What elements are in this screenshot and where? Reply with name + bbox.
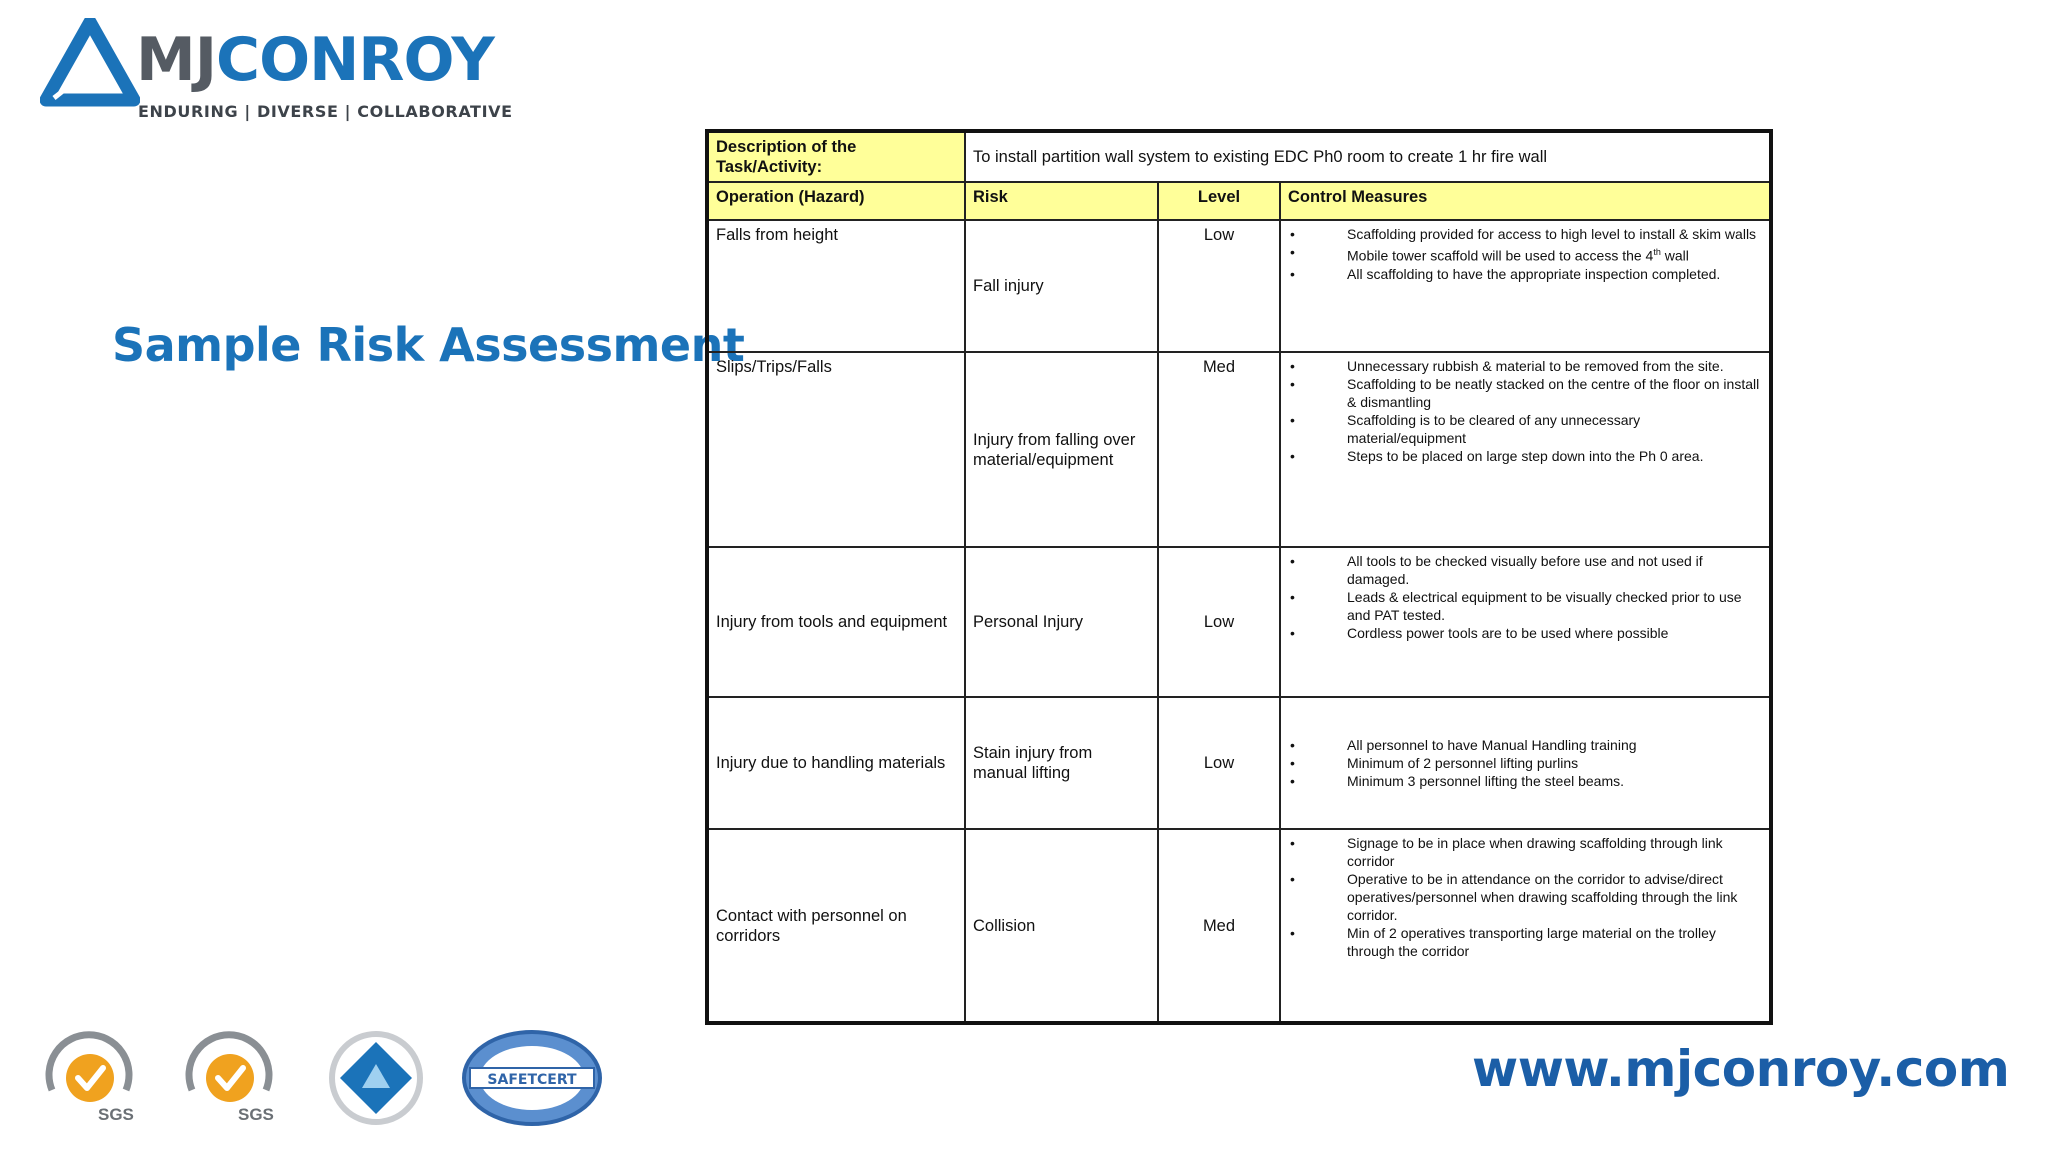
controls-cell (1280, 697, 1771, 829)
risk-assessment-table (705, 129, 1773, 1025)
control-item: • Minimum of 2 personnel lifting purlins (1288, 754, 1762, 772)
description-value: To install partition wall system to existing EDC Ph0 room to create 1 hr fire wall (965, 131, 1771, 182)
control-list (1288, 552, 1762, 642)
brand-tagline: ENDURING | DIVERSE | COLLABORATIVE (138, 102, 513, 121)
hazard-cell: Slips/Trips/Falls (707, 352, 965, 547)
control-list (1288, 225, 1762, 283)
control-item: • Scaffolding provided for access to high level to install & skim walls (1288, 225, 1762, 243)
control-list (1288, 834, 1762, 960)
controls-cell (1280, 829, 1771, 1023)
level-cell: Low (1158, 697, 1280, 829)
table-row (707, 547, 1771, 697)
description-label: Description of the Task/Activity: (707, 131, 965, 182)
badge-label: SAFETCERT (487, 1072, 577, 1088)
table-row (707, 829, 1771, 1023)
page-title: Sample Risk Assessment (112, 318, 745, 372)
brand-name: MJCONROY (136, 25, 494, 95)
sgs-iso-badge-icon (40, 1028, 140, 1128)
control-item: • Signage to be in place when drawing scaffolding through link corridor (1288, 834, 1762, 870)
hazard-cell: Falls from height (707, 220, 965, 352)
table-row (707, 352, 1771, 547)
hazard-cell: Injury due to handling materials (707, 697, 965, 829)
control-item: • All personnel to have Manual Handling training (1288, 736, 1762, 754)
construction-federation-badge-icon (326, 1028, 426, 1128)
badge-label: SGS (238, 1105, 274, 1124)
badge-label: SGS (98, 1105, 134, 1124)
hazard-cell: Injury from tools and equipment (707, 547, 965, 697)
control-item: • Scaffolding is to be cleared of any unnecessary material/equipment (1288, 411, 1762, 447)
header-hazard: Operation (Hazard) (707, 182, 965, 220)
controls-cell (1280, 352, 1771, 547)
control-item: • Min of 2 operatives transporting large material on the trolley through the corridor (1288, 924, 1762, 960)
control-item: • Leads & electrical equipment to be visually checked prior to use and PAT tested. (1288, 588, 1762, 624)
risk-cell: Personal Injury (965, 547, 1158, 697)
sgs-iso-badge-icon (180, 1028, 280, 1128)
header-level: Level (1158, 182, 1280, 220)
control-item: • Minimum 3 personnel lifting the steel beams. (1288, 772, 1762, 790)
level-cell: Med (1158, 352, 1280, 547)
control-item: • Scaffolding to be neatly stacked on the centre of the floor on install & dismantling (1288, 375, 1762, 411)
header-controls: Control Measures (1280, 182, 1771, 220)
control-list (1288, 357, 1762, 465)
table-row (707, 697, 1771, 829)
hazard-cell: Contact with personnel on corridors (707, 829, 965, 1023)
company-logo (40, 18, 520, 128)
level-cell: Low (1158, 547, 1280, 697)
control-item: • Cordless power tools are to be used where possible (1288, 624, 1762, 642)
level-cell: Med (1158, 829, 1280, 1023)
control-list (1288, 736, 1762, 790)
controls-cell (1280, 220, 1771, 352)
control-item: • All tools to be checked visually before use and not used if damaged. (1288, 552, 1762, 588)
triangle-logo-icon (40, 18, 140, 108)
table-row (707, 220, 1771, 352)
risk-cell: Injury from falling over material/equipment (965, 352, 1158, 547)
control-item: • Mobile tower scaffold will be used to access the 4th wall (1288, 243, 1762, 265)
controls-cell (1280, 547, 1771, 697)
level-cell: Low (1158, 220, 1280, 352)
risk-cell: Collision (965, 829, 1158, 1023)
control-item: • Steps to be placed on large step down into the Ph 0 area. (1288, 447, 1762, 465)
website-link[interactable]: www.mjconroy.com (1472, 1040, 2010, 1098)
control-item: • Operative to be in attendance on the corridor to advise/direct operatives/personnel when drawing scaffolding through the link corridor. (1288, 870, 1762, 924)
control-item: • All scaffolding to have the appropriate inspection completed. (1288, 265, 1762, 283)
header-risk: Risk (965, 182, 1158, 220)
safe-t-cert-badge-icon (460, 1028, 604, 1128)
risk-cell: Stain injury from manual lifting (965, 697, 1158, 829)
risk-cell: Fall injury (965, 220, 1158, 352)
control-item: • Unnecessary rubbish & material to be removed from the site. (1288, 357, 1762, 375)
certification-badges (40, 1028, 610, 1128)
